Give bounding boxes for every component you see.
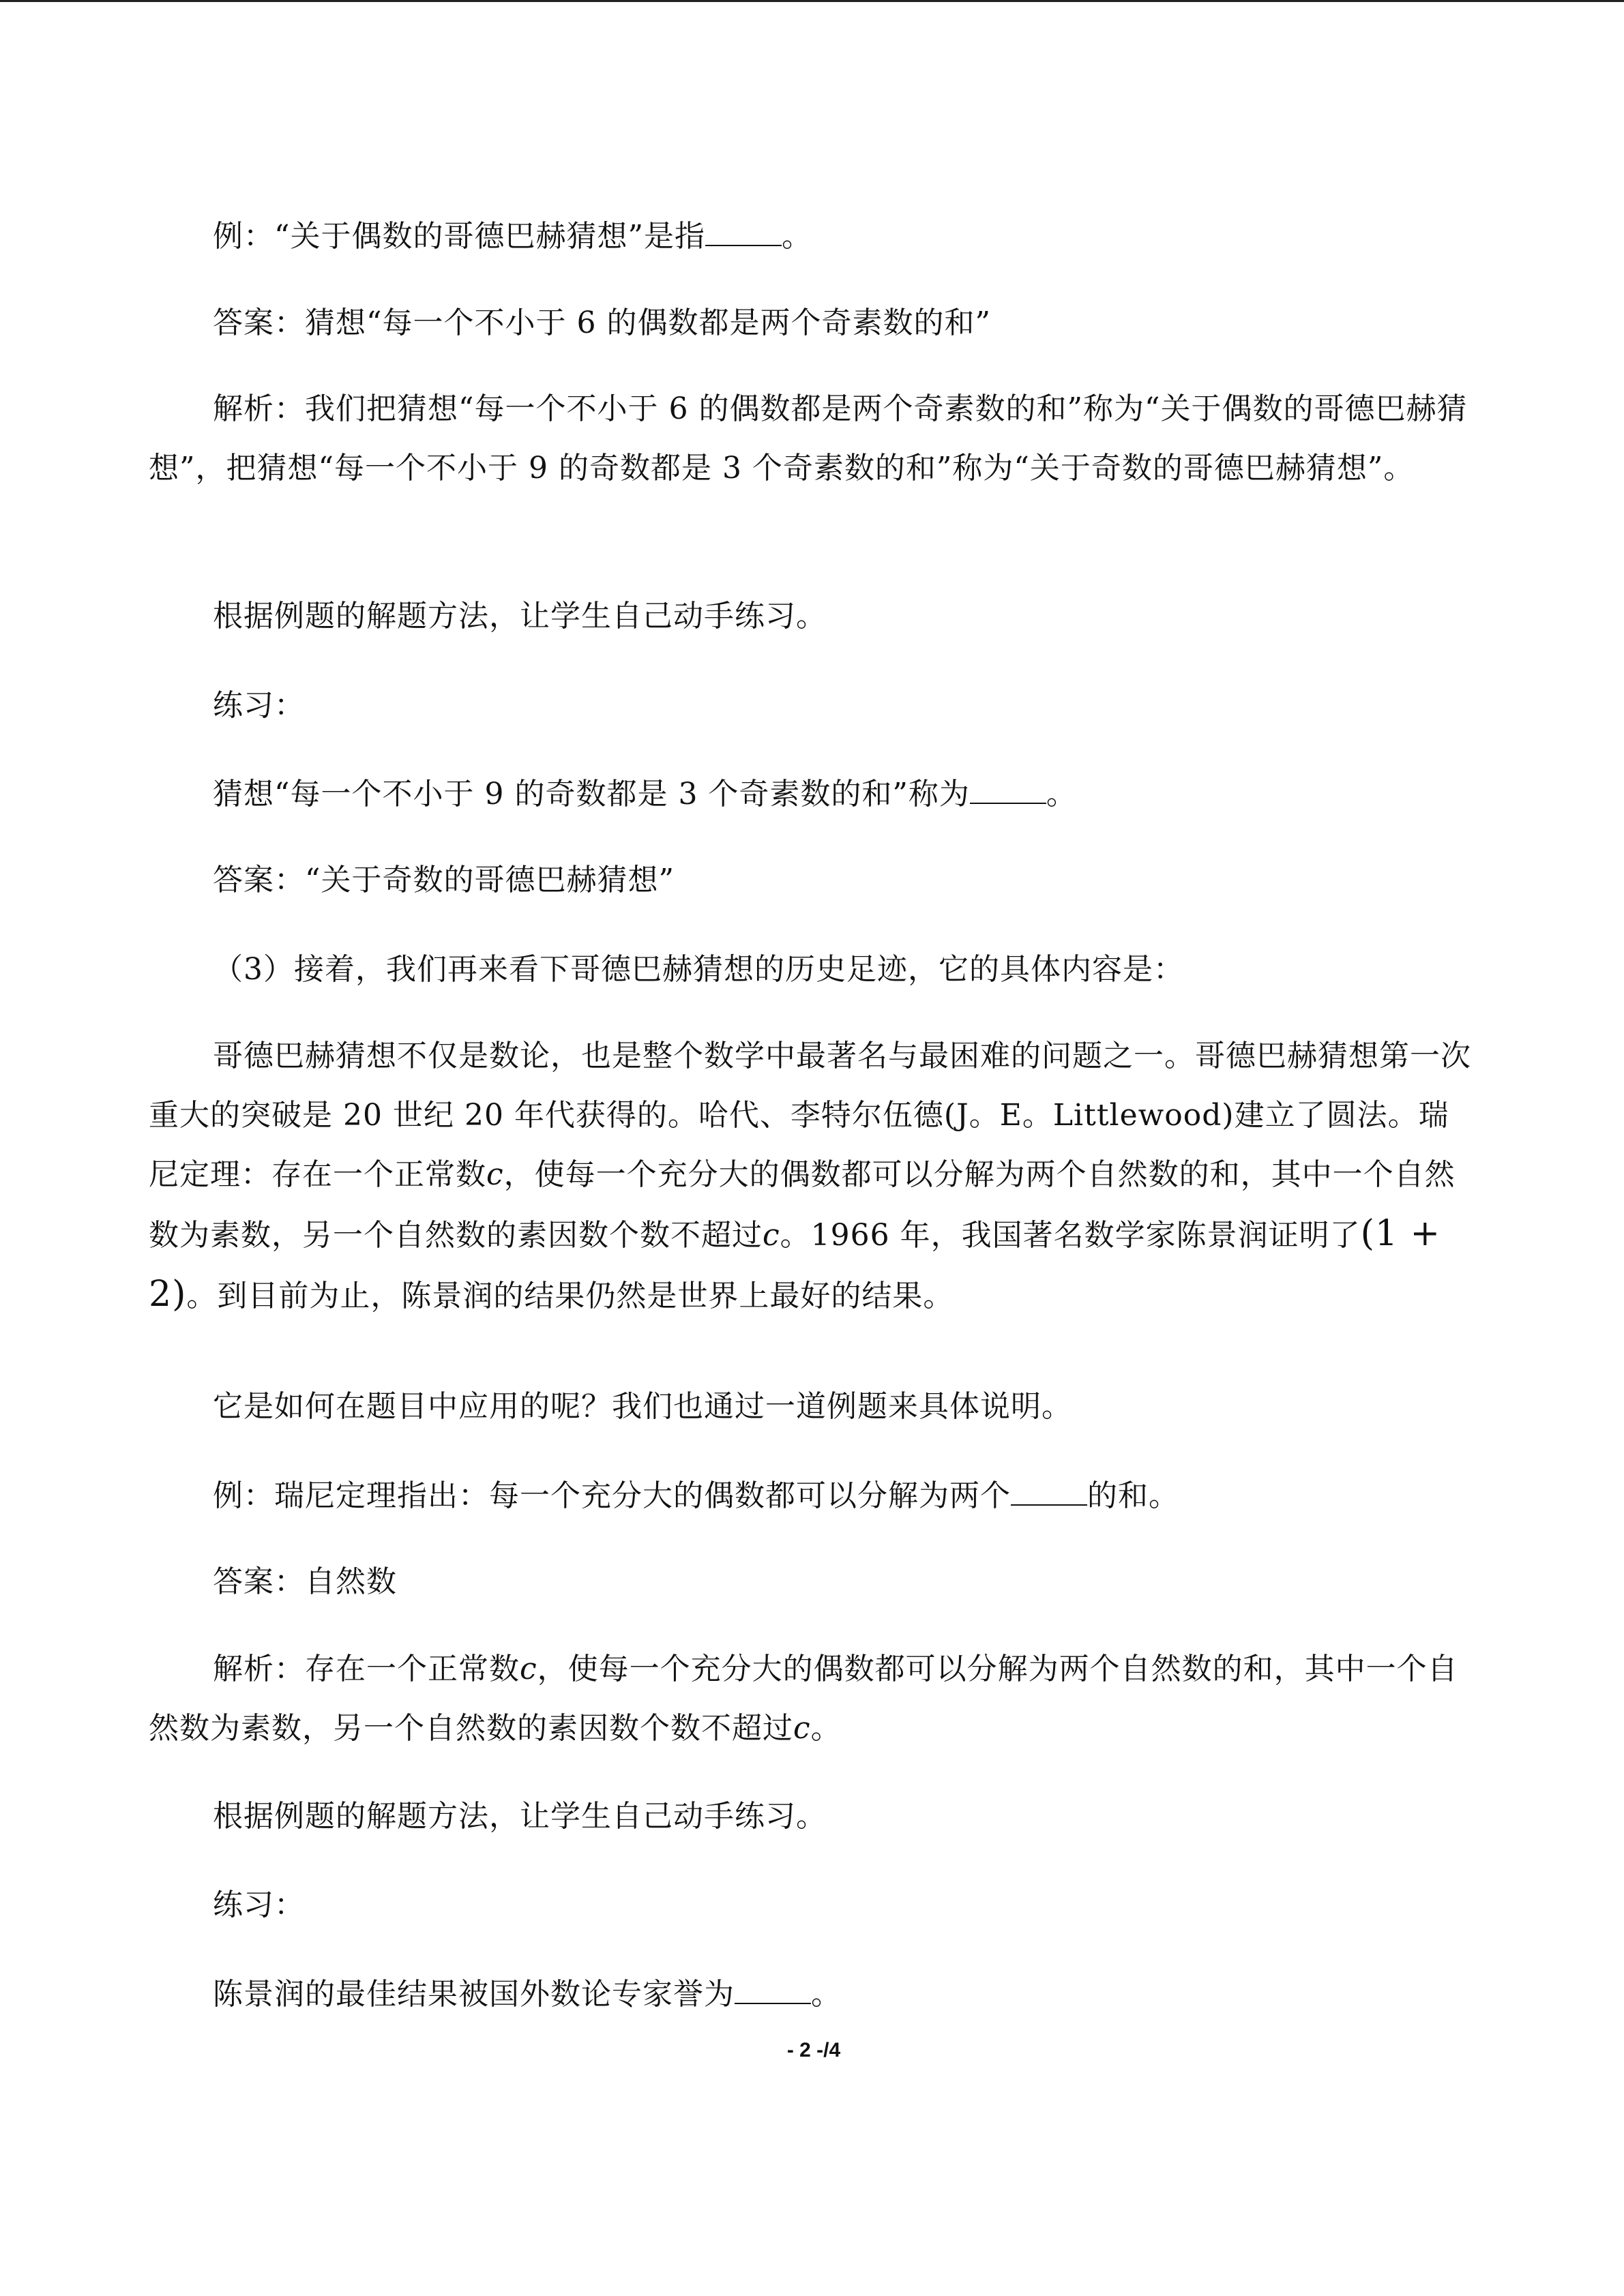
instruction-2: 根据例题的解题方法，让学生自己动手练习。 [213,1799,827,1834]
analysis-2-text-a: 解析：存在一个正常数 [213,1652,520,1686]
example-1-text: 例：“关于偶数的哥德巴赫猜想”是指 [213,219,705,254]
formula-1-plus-2: (1 + 2) [149,1213,1441,1315]
example-1 [149,207,1479,266]
practice-question-2-end: 。 [811,1977,842,2012]
example-1-end: 。 [782,219,812,254]
history-text-b: ，使每一个充分大的偶数都可以分解为两个自然数的和，其中一个自然数为素数，另一个自然数的素因数个数不超过 [149,1157,1456,1253]
analysis-2 [149,1639,1479,1758]
answer-2: 答案：自然数 [213,1564,397,1599]
page-number: - 2 -/4 [786,2039,841,2061]
answer-blank [705,222,782,246]
practice-label-1: 练习： [213,688,305,723]
math-variable-c: c [486,1157,504,1192]
history-paragraph [149,1026,1479,1326]
practice-question-1-text: 猜想“每一个不小于 9 的奇数都是 3 个奇素数的和”称为 [213,777,970,811]
analysis-2-text-b: ，使每一个充分大的偶数都可以分解为两个自然数的和，其中一个自然数为素数，另一个自然数的素因数个数不超过 [149,1652,1458,1746]
answer-blank [1011,1481,1087,1506]
practice-question-2 [149,1965,1479,2024]
example-2 [149,1466,1479,1525]
practice-question-1 [149,764,1479,824]
practice-question-1-end: 。 [1046,777,1077,811]
history-text-d: 。到目前为止，陈景润的结果仍然是世界上最好的结果。 [186,1279,954,1313]
answer-blank [970,779,1046,804]
section-3-heading: （3）接着，我们再来看下哥德巴赫猜想的历史足迹，它的具体内容是： [213,952,1184,987]
math-variable-c: c [793,1711,811,1746]
practice-question-2-text: 陈景润的最佳结果被国外数论专家誉为 [213,1977,735,2012]
history-text-a: 哥德巴赫猜想不仅是数论，也是整个数学中最著名与最困难的问题之一。哥德巴赫猜想第一次重大的突破是 20 世纪 20 年代获得的。哈代、李特尔伍德(J。E。Littlewood)建立了圆法。瑞尼定理：存在一个正常数 [149,1039,1471,1192]
example-2-text: 例：瑞尼定理指出：每一个充分大的偶数都可以分解为两个 [213,1478,1011,1513]
math-variable-c: c [520,1652,537,1686]
transition-text: 它是如何在题目中应用的呢？我们也通过一道例题来具体说明。 [213,1389,1072,1424]
answer-1: 答案：猜想“每一个不小于 6 的偶数都是两个奇素数的和” [213,305,991,340]
practice-label-2: 练习： [213,1888,305,1922]
example-2-end: 的和。 [1087,1478,1179,1513]
math-variable-c: c [763,1218,780,1253]
analysis-2-text-c: 。 [810,1711,842,1746]
history-text-c: 。1966 年，我国著名数学家陈景润证明了 [780,1218,1361,1253]
document-page [149,0,1479,2296]
analysis-1: 解析：我们把猜想“每一个不小于 6 的偶数都是两个奇素数的和”称为“关于偶数的哥德巴赫猜想”，把猜想“每一个不小于 9 的奇数都是 3 个奇素数的和”称为“关于奇数的哥德巴赫猜想”。 [149,391,1468,486]
answer-blank [735,1980,811,2004]
instruction-1: 根据例题的解题方法，让学生自己动手练习。 [213,599,827,633]
practice-answer-1: 答案：“关于奇数的哥德巴赫猜想” [213,863,675,897]
